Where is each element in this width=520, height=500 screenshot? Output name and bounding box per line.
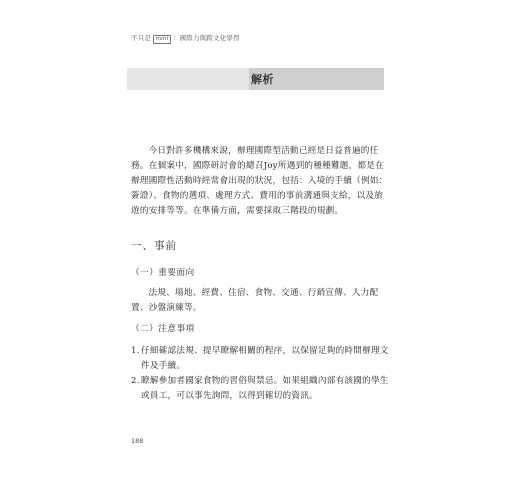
subsection-heading-notes: （二）注意事項 (131, 324, 195, 334)
list-item-text: 瞭解參加者國家食物的習俗與禁忌。如果組織內部有該國的學生或員工，可以事先詢問，以得到確切的資訊。 (141, 376, 389, 401)
list-item-number: 1. (131, 346, 140, 356)
list-item (131, 374, 389, 404)
intro-paragraph: 今日對許多機構來說，辦理國際型活動已經是日益普遍的任務。在個案中，國際研討會的總召Joy所遇到的種種難題，都是在辦理國際性活動時經常會出現的狀況，包括：入境的手續（例如：簽證）、食物的選項、處理方式、費用的事前溝通與支給，以及旅遊的安排等等。在準備方面，需要採取三階段的規劃。 (131, 146, 388, 216)
running-header (131, 33, 240, 44)
key-aspects-paragraph: 法規、場地、經費、住宿、食物、交通、行銷宣傳、人力配置、沙盤演練等。 (131, 288, 379, 313)
section-heading: 一、事前 (131, 240, 177, 252)
book-logo: mini (153, 35, 171, 44)
list-item (131, 344, 389, 374)
subsection-heading-key-aspects: （一）重要面向 (131, 268, 195, 278)
list-item-number: 2. (131, 376, 140, 386)
book-title: 不只是 (131, 34, 152, 42)
section-banner (127, 68, 384, 90)
section-title: 解析 (251, 73, 274, 86)
book-subtitle: ：國際力與跨文化學習 (172, 34, 240, 42)
page-number: 188 (131, 437, 144, 445)
list-item-text: 仔細確認法規、提早瞭解相關的程序，以保留足夠的時間辦理文件及手續。 (141, 346, 389, 371)
